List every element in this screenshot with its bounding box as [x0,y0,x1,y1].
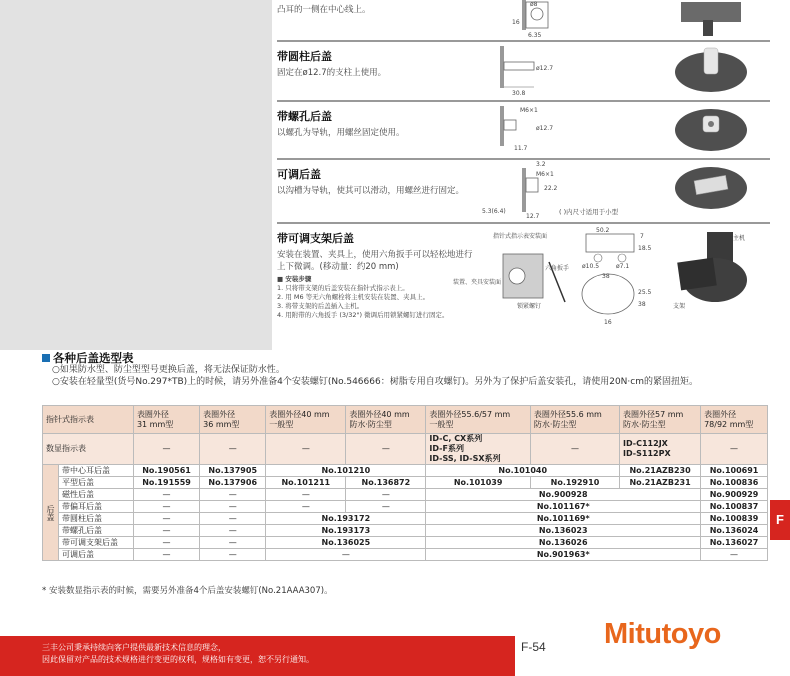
table-cell: — [133,489,199,501]
card-description: 凸耳的一侧在中心线上。 [277,5,371,15]
dim-label: 5.3(6.4) [482,208,506,215]
table-cell: — [346,434,426,465]
table-row [43,537,768,549]
card-divider [277,222,770,224]
dim-label: M6×1 [536,171,554,178]
table-cell: No.100837 [701,501,768,513]
table-cell: — [133,434,199,465]
column-header: 表圈外径 78/92 mm型 [701,406,768,434]
section-square-icon [42,354,50,362]
dim-label: ø7.1 [616,263,630,270]
table-header-row [43,406,768,434]
callout-label: 装置、夹具安装面 [453,279,502,286]
dim-label: ø12.7 [536,125,554,132]
row-label: 平型后盖 [59,477,134,489]
table-cell: No.137906 [200,477,266,489]
table-cell: No.900928 [426,489,701,501]
table-cell: No.21AZB231 [620,477,701,489]
product-card-threaded [277,100,770,156]
table-row [43,489,768,501]
dim-label: 30.8 [512,90,526,95]
table-cell: No.101210 [266,465,426,477]
table-cell: No.136025 [266,537,426,549]
section-title-text: 各种后盖选型表 [53,351,134,365]
table-cell: — [266,549,426,561]
card-note: ( )内尺寸适用于小型 [559,208,619,216]
table-cell: — [200,501,266,513]
dim-label: 7 [640,233,644,240]
table-cell: No.136026 [426,537,701,549]
card-description: 以沟槽为导轨，使其可以滑动，用螺丝进行固定。 [277,186,465,196]
table-footnote: * 安装数显指示表的时候，需要另外准备4个后盖安装螺钉(No.21AAA307)。 [42,586,333,596]
callout-label: 六角扳手 [545,265,570,272]
table-cell: ID-C112JX ID-S112PX [620,434,701,465]
center-lug-photo [673,2,753,38]
dim-label: ø10.5 [582,263,600,270]
step-item: 3. 将带支架的后盖插入主机。 [277,302,364,310]
table-cell: — [133,501,199,513]
dim-label: 22.2 [544,185,558,192]
row-label: 带圆柱后盖 [59,513,134,525]
table-row [43,513,768,525]
dim-label: 16 [512,19,520,26]
table-cell: — [200,489,266,501]
step-item: 2. 用 M6 等无六角螺栓将主机安装在装置、夹具上。 [277,293,430,301]
card-description: 以螺孔为导轨，用螺丝固定使用。 [277,128,405,138]
row-label: 可调后盖 [59,549,134,561]
table-cell: No.191559 [133,477,199,489]
column-header: 表圈外径 36 mm型 [200,406,266,434]
section-tab-f[interactable]: F [770,500,790,540]
dim-label: 50.2 [596,227,610,234]
column-header: 表圈外径40 mm 一般型 [266,406,346,434]
dim-label: 11.7 [514,145,528,152]
column-header: 表圈外径55.6 mm 防水·防尘型 [530,406,619,434]
column-header: 表圈外径 31 mm型 [133,406,199,434]
table-cell: No.101167* [426,501,701,513]
table-cell: No.192910 [530,477,619,489]
table-cell: ID-C, CX系列 ID-F系列 ID-SS, ID-SX系列 [426,434,530,465]
threaded-diagram [492,100,572,155]
table-row [43,525,768,537]
table-cell: — [200,513,266,525]
card-description: 固定在ø12.7的支柱上使用。 [277,68,387,78]
dim-label: 18.5 [638,245,652,252]
dim-label: 38 [602,273,610,280]
dim-label: 38 [638,301,646,308]
stem-photo [673,42,753,97]
row-label: 带螺孔后盖 [59,525,134,537]
table-cell: — [701,549,768,561]
dim-label: ø8 [530,1,538,8]
callout-label: 支架 [673,303,686,310]
bracket-dimension-drawing [580,224,658,330]
table-cell: — [133,513,199,525]
table-row [43,549,768,561]
table-cell: No.900929 [701,489,768,501]
stem-diagram [492,40,572,95]
center-lug-diagram [492,0,572,40]
card-title: 带螺孔后盖 [277,110,332,123]
table-cell: No.136023 [426,525,701,537]
table-cell: No.101040 [426,465,620,477]
card-title: 可调后盖 [277,168,321,181]
table-cell: No.193172 [266,513,426,525]
table-cell: No.101211 [266,477,346,489]
row-header: 数显指示表 [43,434,134,465]
dim-label: M6×1 [520,107,538,114]
table-cell: No.100836 [701,477,768,489]
table-cell: No.136872 [346,477,426,489]
product-card-adjustable [277,158,770,220]
table-cell: No.101169* [426,513,701,525]
column-header: 表圈外径57 mm 防水·防尘型 [620,406,701,434]
column-header: 指针式指示表 [43,406,134,434]
table-cell: No.101039 [426,477,530,489]
table-row [43,501,768,513]
table-cell: — [266,489,346,501]
digital-indicator-row [43,434,768,465]
threaded-photo [673,102,753,157]
dim-label: 6.35 [528,32,542,39]
callout-label: 锁紧螺钉 [517,303,542,310]
table-cell: No.100691 [701,465,768,477]
disclaimer-line: 因此保留对产品的技术规格进行变更的权利，规格如有变更，恕不另行通知。 [42,655,314,664]
adjustable-photo [673,160,753,215]
disclaimer-line: 三丰公司秉承持续向客户提供最新技术信息的理念， [42,643,226,652]
column-header: 表圈外径55.6/57 mm 一般型 [426,406,530,434]
table-row [43,477,768,489]
table-cell: — [133,537,199,549]
product-card-center-lug [277,0,770,38]
table-cell: — [701,434,768,465]
dim-label: ø12.7 [536,65,554,72]
steps-title: ■ 安装步骤 [277,275,312,283]
product-card-bracket [277,222,770,332]
row-label: 带中心耳后盖 [59,465,134,477]
card-description: 安装在装置、夹具上，使用六角扳手可以轻松地进行上下微调。(移动量：约20 mm) [277,250,473,272]
footer-disclaimer [42,642,314,666]
table-cell: No.21AZB230 [620,465,701,477]
table-cell: No.136024 [701,525,768,537]
callout-label: 指针式指示表安装面 [493,233,548,240]
table-cell: — [200,525,266,537]
table-cell: — [530,434,619,465]
card-title: 带可调支架后盖 [277,232,354,245]
table-cell: — [266,434,346,465]
step-item: 1. 只将带支架的后盖安装在指针式指示表上。 [277,284,409,292]
table-cell: — [266,501,346,513]
note-line: ○如果防水型、防尘型型号更换后盖，将无法保证防水性。 [52,365,285,375]
card-title: 带圆柱后盖 [277,50,332,63]
table-cell: No.901963* [426,549,701,561]
table-cell: — [200,549,266,561]
table-cell: No.193173 [266,525,426,537]
table-cell: No.100839 [701,513,768,525]
column-header: 表圈外径40 mm 防水·防尘型 [346,406,426,434]
group-label: 后盖 [43,465,59,561]
table-cell: — [200,537,266,549]
page-number: F-54 [521,640,546,654]
notes-block [52,364,762,388]
table-row [43,465,768,477]
dim-label: 12.7 [526,213,540,220]
table-cell: — [200,434,266,465]
product-card-stem [277,40,770,98]
table-cell: No.137905 [200,465,266,477]
dim-label: 16 [604,319,612,326]
left-gray-band [0,0,272,350]
bracket-photo [673,230,768,315]
row-label: 带偏耳后盖 [59,501,134,513]
bracket-illustration [445,232,575,310]
table-cell: No.136027 [701,537,768,549]
dim-label: 25.5 [638,289,652,296]
callout-label: 主机 [733,235,746,242]
row-label: 磁性后盖 [59,489,134,501]
row-label: 带可调支架后盖 [59,537,134,549]
table-cell: — [133,525,199,537]
table-cell: — [346,501,426,513]
table-cell: — [346,489,426,501]
dim-label: 3.2 [536,161,546,168]
table-cell: — [133,549,199,561]
table-cell: No.190561 [133,465,199,477]
note-line: ○安装在轻量型(货号No.297*TB)上的时候，请另外准备4个安装螺钉(No.546666：树脂专用自攻螺钉)。另外为了保护后盖安装孔，请使用20N·cm的紧固扭矩。 [52,377,698,387]
brand-logo: Mitutoyo [604,618,721,650]
step-item: 4. 用附带的六角扳手 (3/32") 微调后用锁紧螺钉进行固定。 [277,311,449,319]
back-cover-table [42,405,768,561]
